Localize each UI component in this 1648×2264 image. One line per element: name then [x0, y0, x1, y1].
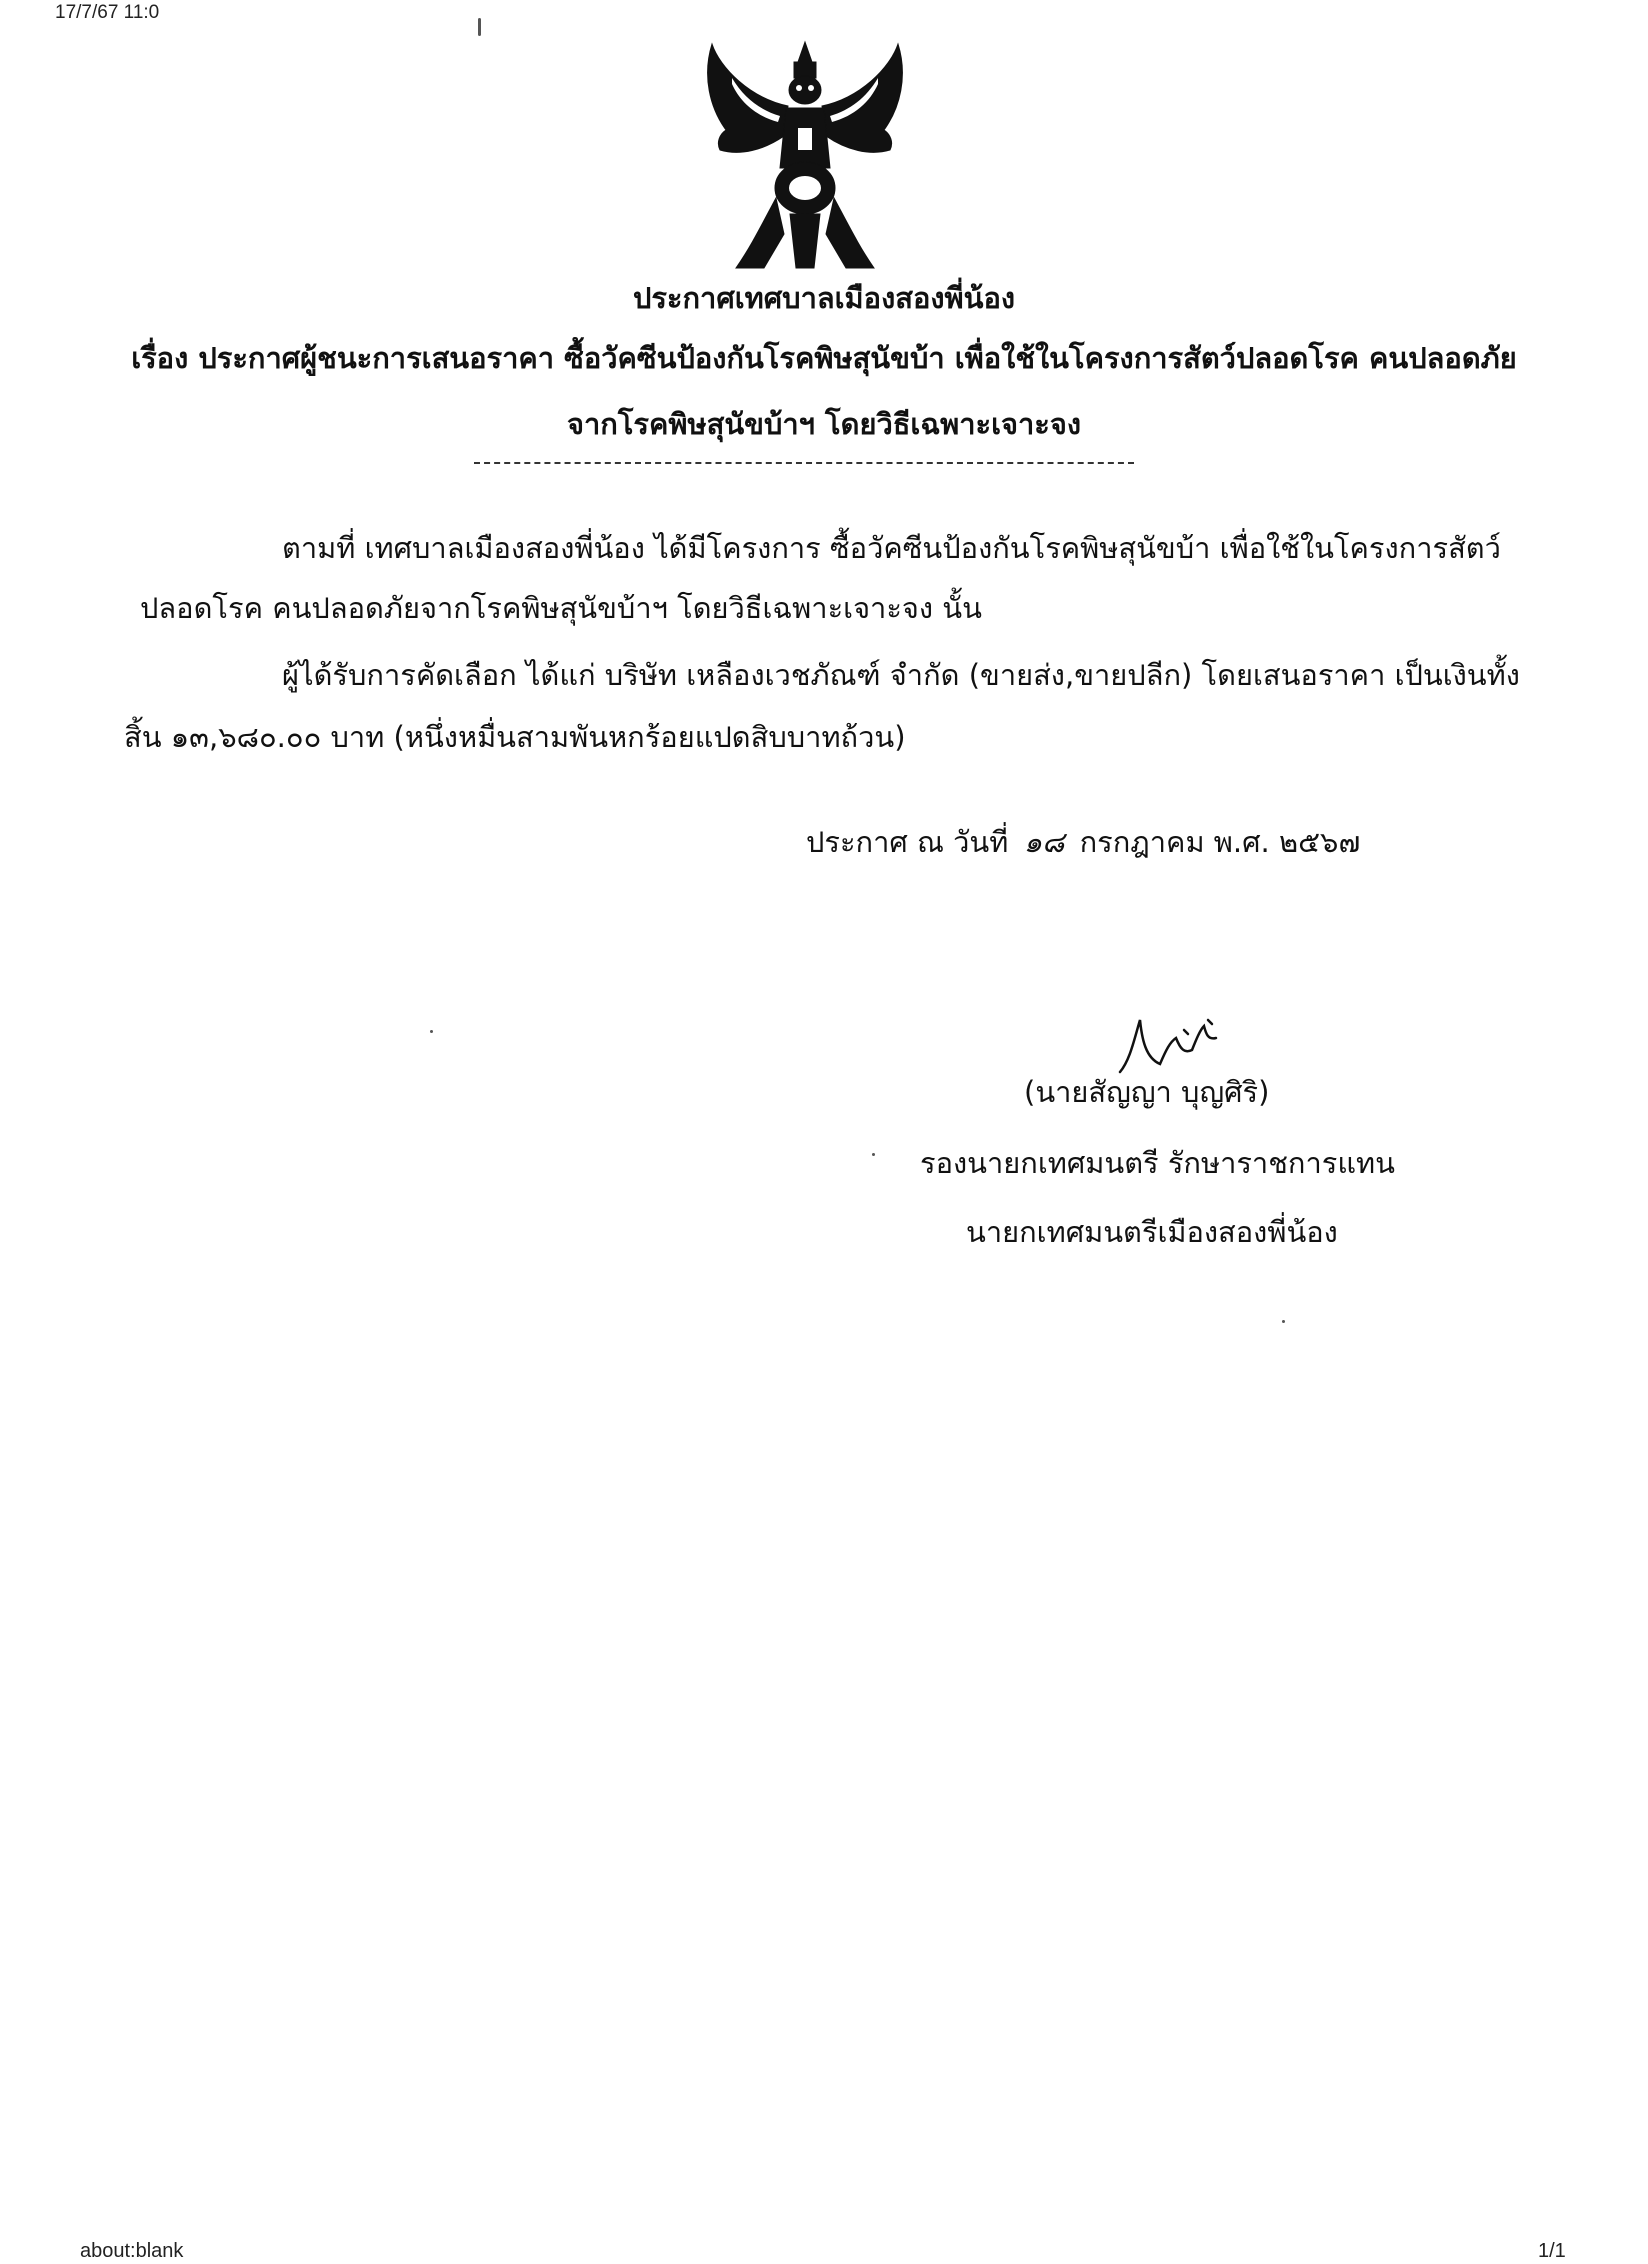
scan-speck	[430, 1030, 433, 1033]
announcement-date	[806, 822, 1360, 862]
subject-line-1: เรื่อง ประกาศผู้ชนะการเสนอราคา ซื้อวัคซีนป้องกันโรคพิษสุนัขบ้า เพื่อใช้ในโครงการสัตว์ปลอดโรค คนปลอดภัย	[131, 341, 1517, 375]
print-page-number: 1/1	[1538, 2240, 1566, 2262]
announcement-month-year: กรกฎาคม พ.ศ. ๒๕๖๗	[1079, 825, 1361, 859]
body-paragraph-1-line-2: ปลอดโรค คนปลอดภัยจากโรคพิษสุนัขบ้าฯ โดยวิธีเฉพาะเจาะจง นั้น	[140, 591, 982, 625]
print-datetime: 17/7/67 11:0	[55, 2, 160, 23]
garuda-emblem-icon	[680, 38, 930, 288]
body-paragraph-2-line-2: สิ้น ๑๓,๖๘๐.๐๐ บาท (หนึ่งหมื่นสามพันหกร้อยแปดสิบบาทถ้วน)	[124, 720, 906, 754]
signatory-position-2: นายกเทศมนตรีเมืองสองพี่น้อง	[966, 1215, 1338, 1249]
scan-speck	[872, 1153, 875, 1156]
subject-line-2: จากโรคพิษสุนัขบ้าฯ โดยวิธีเฉพาะเจาะจง	[567, 407, 1081, 441]
print-url: about:blank	[80, 2240, 184, 2262]
scan-speck	[478, 18, 481, 36]
announcement-date-prefix: ประกาศ ณ วันที่	[806, 825, 1009, 859]
body-paragraph-1-line-1: ตามที่ เทศบาลเมืองสองพี่น้อง ได้มีโครงการ ซื้อวัคซีนป้องกันโรคพิษสุนัขบ้า เพื่อใช้ในโครงการสัตว์	[282, 531, 1501, 565]
scan-speck	[1282, 1320, 1285, 1323]
announcement-day: ๑๘	[1023, 825, 1065, 859]
signatory-position-1: รองนายกเทศมนตรี รักษาราชการแทน	[920, 1146, 1395, 1180]
handwritten-signature	[1100, 1000, 1230, 1080]
body-paragraph-2-line-1: ผู้ได้รับการคัดเลือก ได้แก่ บริษัท เหลืองเวชภัณฑ์ จำกัด (ขายส่ง,ขายปลีก) โดยเสนอราคา เป็นเงินทั้ง	[282, 658, 1520, 692]
title-divider	[474, 462, 1134, 464]
announcement-title: ประกาศเทศบาลเมืองสองพี่น้อง	[632, 281, 1016, 315]
signatory-name: (นายสัญญา บุญศิริ)	[1024, 1075, 1270, 1109]
